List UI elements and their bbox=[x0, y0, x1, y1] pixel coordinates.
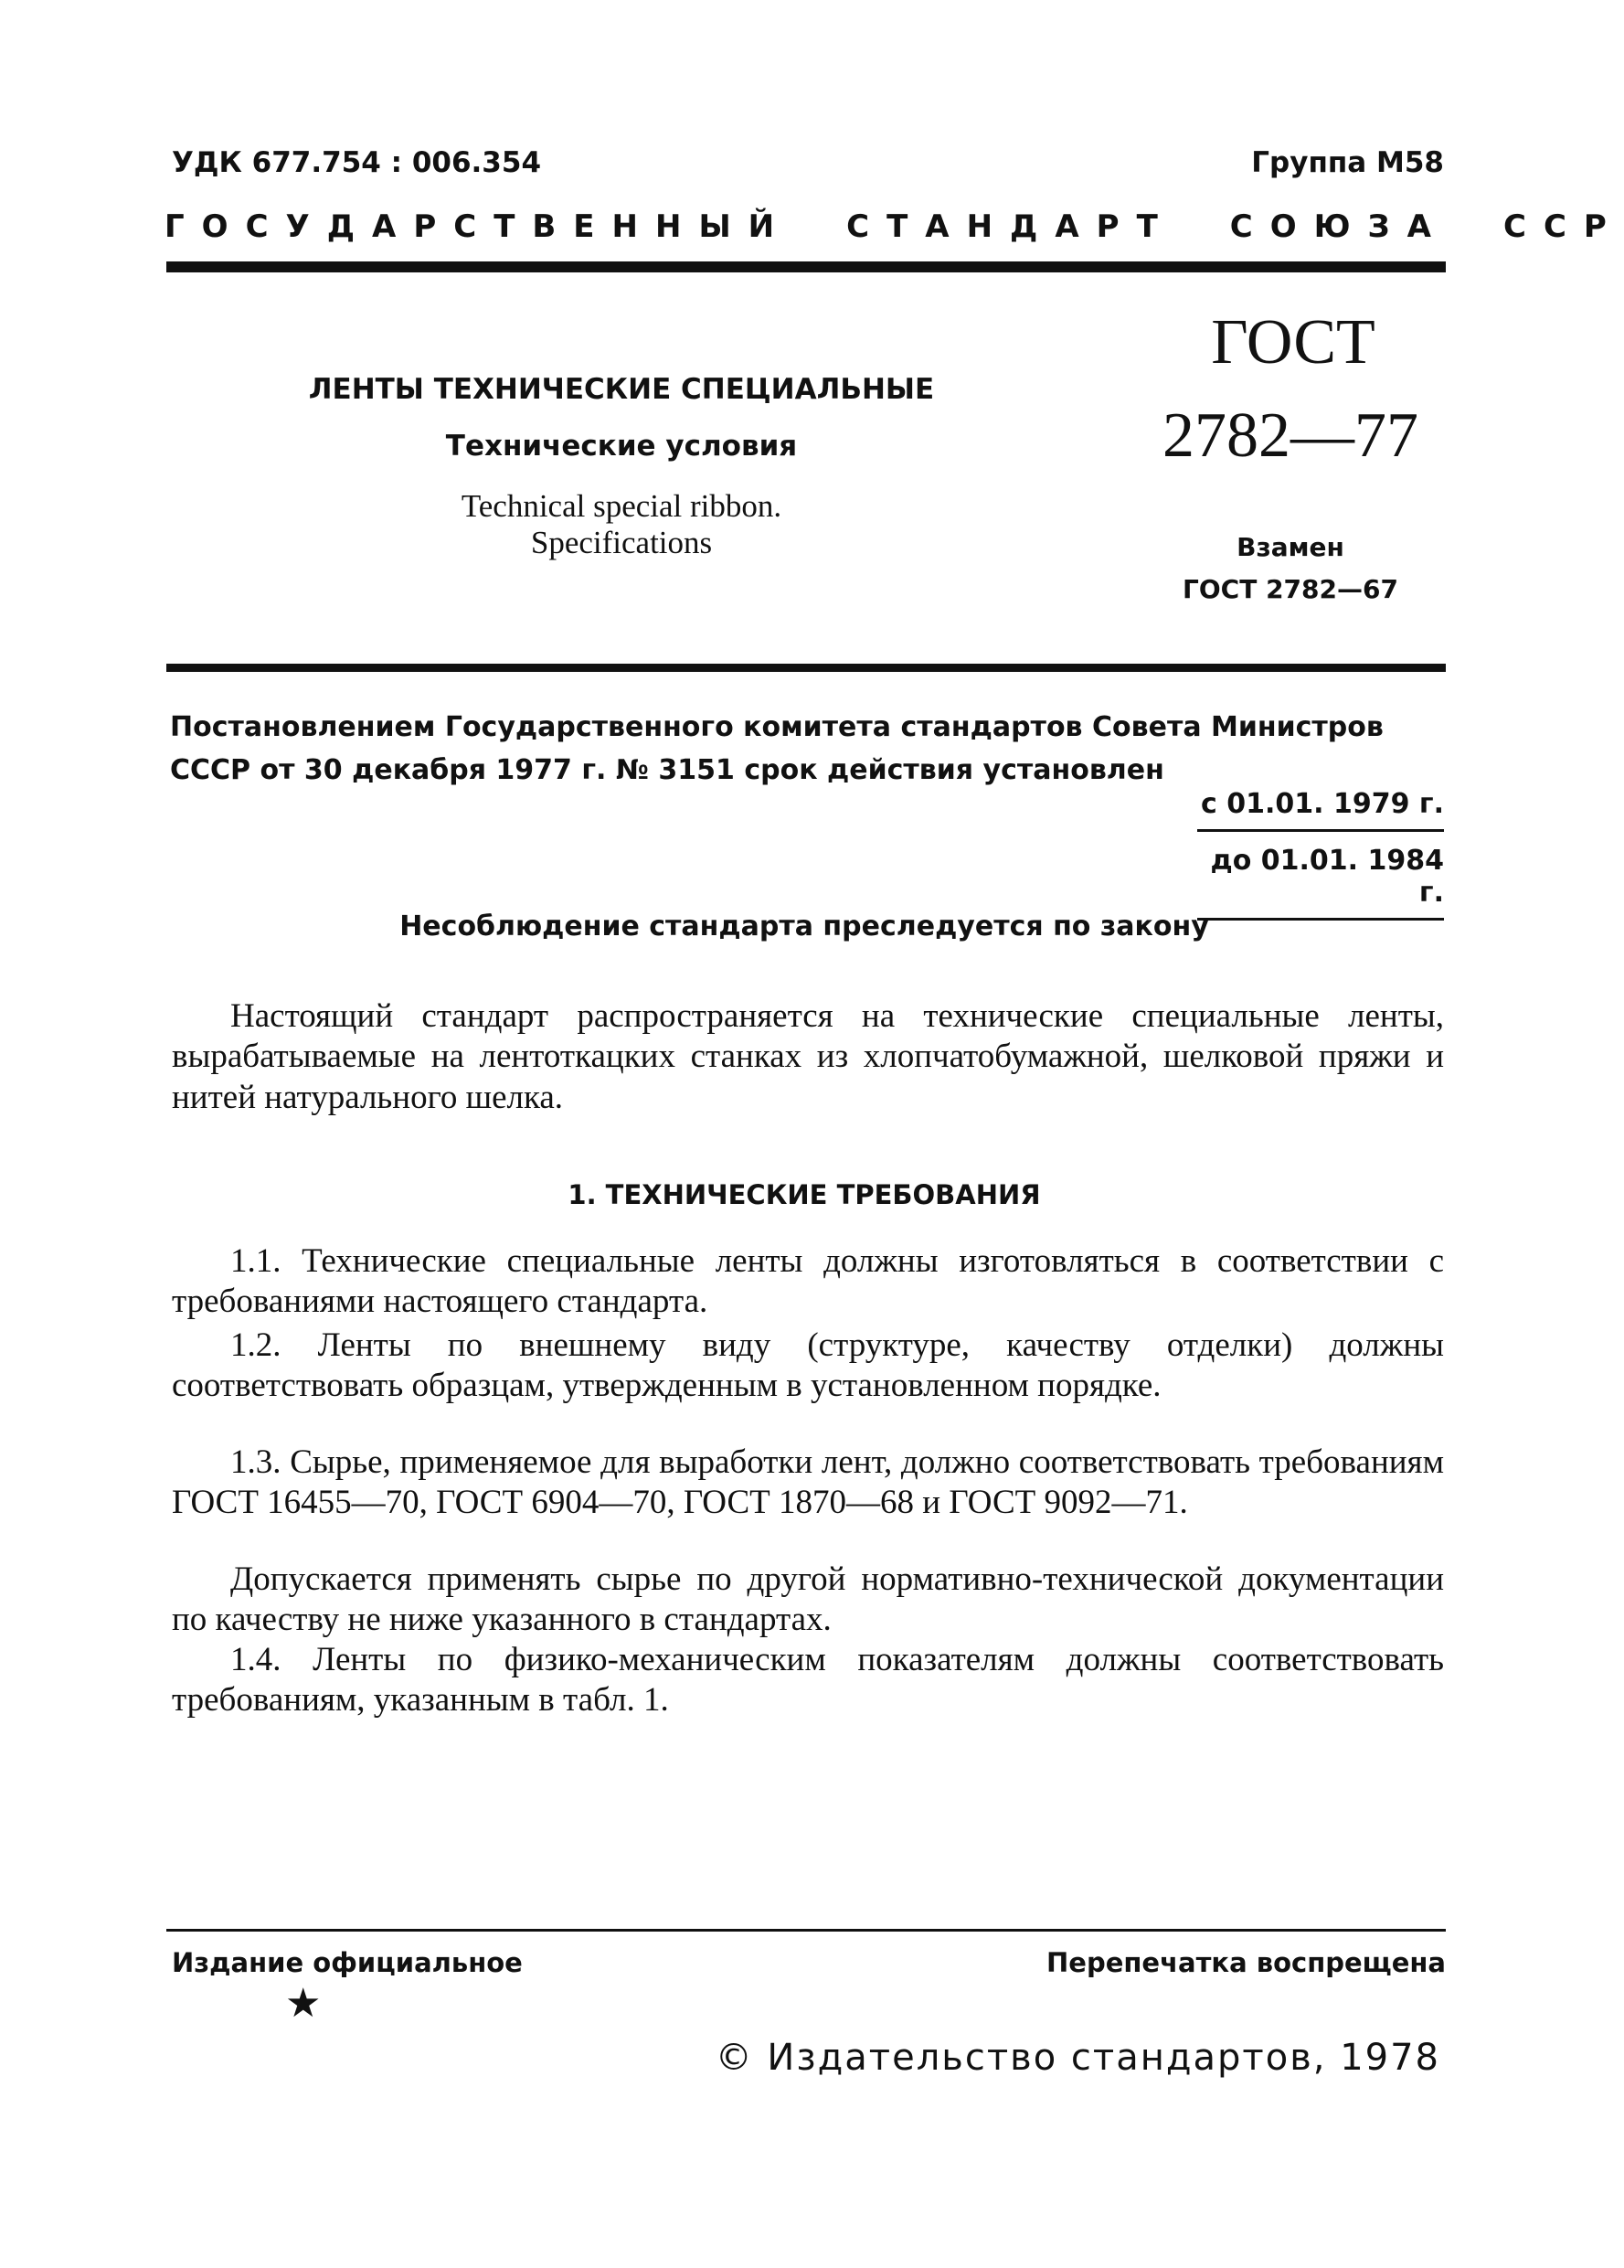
title-divider bbox=[166, 664, 1446, 672]
section-heading: 1. ТЕХНИЧЕСКИЕ ТРЕБОВАНИЯ bbox=[568, 1179, 1041, 1210]
clause-1-1 bbox=[172, 1241, 1444, 1323]
state-standard-banner bbox=[165, 208, 1624, 245]
law-warning: Несоблюдение стандарта преследуется по закону bbox=[399, 910, 1209, 942]
clause-1-3-note bbox=[172, 1560, 1444, 1641]
clause-text: 1.2. Ленты по внешнему виду (структуре, качеству отделки) должны соответствовать образцам, утвержденным в установленном порядке. bbox=[172, 1326, 1444, 1405]
banner-word: ССР bbox=[1503, 208, 1624, 245]
banner-word: СОЮЗА bbox=[1229, 208, 1449, 245]
clause-1-2 bbox=[172, 1326, 1444, 1407]
document-title: ЛЕНТЫ ТЕХНИЧЕСКИЕ СПЕЦИАЛЬНЫЕ bbox=[308, 373, 935, 406]
banner-word: ГОСУДАРСТВЕННЫЙ bbox=[165, 208, 792, 245]
official-edition: Издание официальное bbox=[172, 1947, 523, 1978]
header-divider bbox=[166, 261, 1446, 272]
intro-paragraph bbox=[172, 996, 1444, 1118]
footer-divider bbox=[166, 1929, 1446, 1932]
valid-from: с 01.01. 1979 г. bbox=[1201, 788, 1444, 820]
replaces-label: Взамен bbox=[1237, 532, 1344, 562]
gost-number: 2782—77 bbox=[1162, 400, 1418, 471]
clause-text: Допускается применять сырье по другой нормативно-технической документации по качеству не ниже указанного в стандартах. bbox=[172, 1560, 1444, 1639]
decree-text: Постановлением Государственного комитета стандартов Совета Министров СССР от 30 декабря 1977 г. № 3151 срок действия установлен bbox=[170, 711, 1384, 786]
replaces-number: ГОСТ 2782—67 bbox=[1183, 574, 1398, 604]
clause-1-4 bbox=[172, 1640, 1444, 1721]
publisher-copyright: © Издательство стандартов, 1978 bbox=[715, 2037, 1440, 2079]
star-icon: ★ bbox=[285, 1980, 322, 2027]
validity-divider bbox=[1197, 829, 1444, 832]
gost-label: ГОСТ bbox=[1211, 307, 1375, 378]
english-title: Technical special ribbon. Specifications bbox=[461, 488, 782, 561]
group-code: Группа М58 bbox=[1251, 146, 1444, 179]
clause-text: 1.1. Технические специальные ленты должны изготовляться в соответствии с требованиями настоящего стандарта. bbox=[172, 1242, 1444, 1321]
title-block bbox=[165, 373, 1078, 562]
intro-text: Настоящий стандарт распространяется на технические специальные ленты, вырабатываемые на лентоткацких станках из хлопчатобумажной, шелковой пряжи и нитей натурального шелка. bbox=[172, 997, 1444, 1116]
udk-code: УДК 677.754 : 006.354 bbox=[172, 146, 542, 179]
banner-word: СТАНДАРТ bbox=[846, 208, 1175, 245]
document-subtitle: Технические условия bbox=[445, 430, 798, 463]
clause-1-3 bbox=[172, 1443, 1444, 1524]
reprint-notice: Перепечатка воспрещена bbox=[1046, 1947, 1446, 1978]
validity-block bbox=[1179, 788, 1444, 921]
valid-to: до 01.01. 1984 г. bbox=[1210, 845, 1444, 909]
clause-text: 1.3. Сырье, применяемое для выработки лент, должно соответствовать требованиям ГОСТ 16455—70, ГОСТ 6904—70, ГОСТ 1870—68 и ГОСТ 9092—71. bbox=[172, 1443, 1444, 1522]
clause-text: 1.4. Ленты по физико-механическим показателям должны соответствовать требованиям, указанным в табл. 1. bbox=[172, 1641, 1444, 1720]
